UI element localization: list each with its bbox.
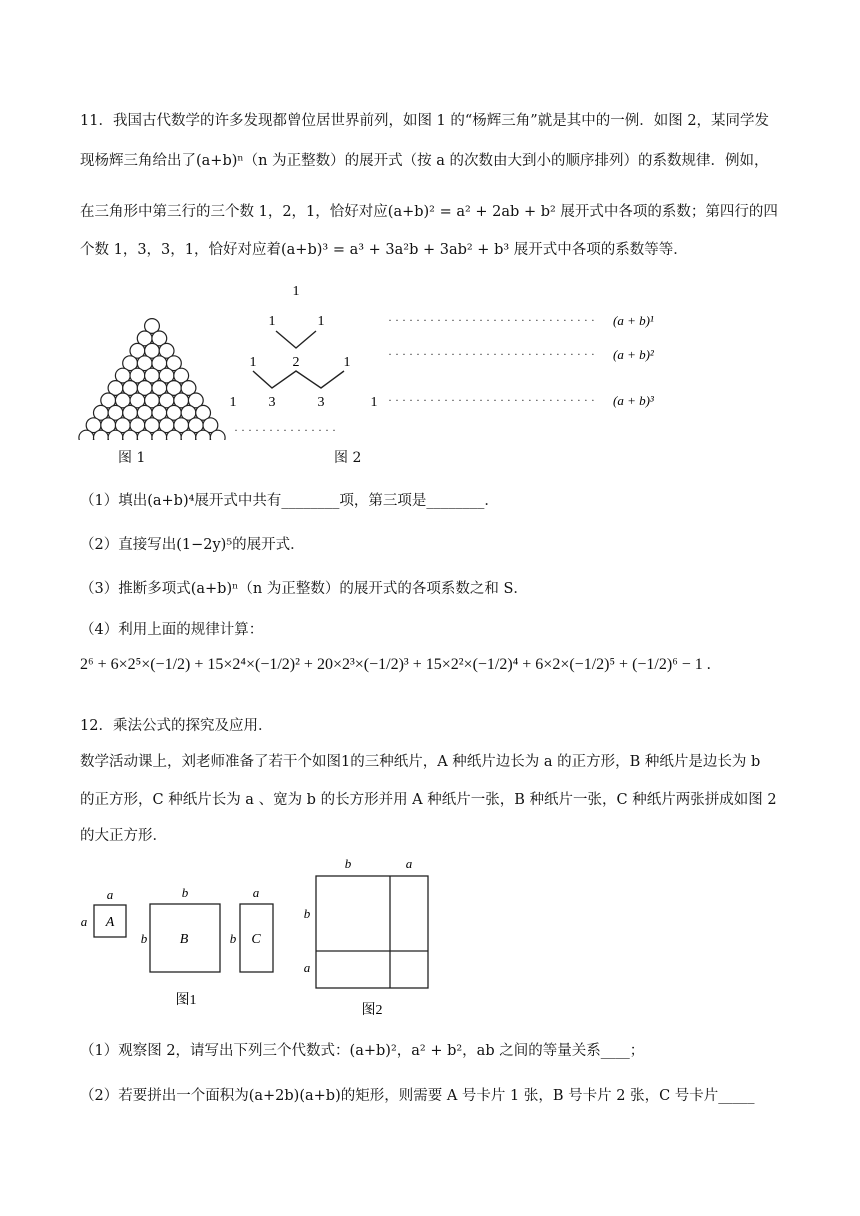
q11-formula: 2⁶ + 6×2⁵×(−1/2) + 15×2⁴×(−1/2)² + 20×2³×(−1/2)³ + 15×2²×(−1/2)⁴ + 6×2×(−1/2)⁵ + (−1/2)⁶ − 1 . (80, 656, 711, 673)
card-a-label: A (105, 915, 115, 930)
q12-line-3: 的正方形，C 种纸片长为 a 、宽为 b 的长方形并用 A 种纸片一张，B 种纸片一张，C 种纸片两张拼成如图 2 (80, 792, 777, 808)
fig2-row1-2: 1 (317, 314, 325, 329)
triangle-circle (79, 430, 94, 440)
fig2-top-b: b (344, 856, 352, 871)
triangle-circle (196, 430, 211, 440)
fig2-bottom-dots: · · · · · · · · · · · · · · · (234, 423, 336, 437)
q11-line-2: 现杨辉三角给出了(a+b)ⁿ（n 为正整数）的展开式（按 a 的次数由大到小的顺序排列）的系数规律．例如， (80, 153, 769, 169)
q11-line-3: 在三角形中第三行的三个数 1，2，1，恰好对应(a+b)² = a² + 2ab + b² 展开式中各项的系数；第四行的四 (80, 204, 778, 220)
fig2-dots-2: · · · · · · · · · · · · · · · · · · · · · · · · · · · · · · (388, 347, 595, 361)
card-b-left-label: b (140, 931, 148, 946)
q12-fig2-caption: 图2 (361, 1003, 383, 1018)
fig2-dots-3: · · · · · · · · · · · · · · · · · · · · · · · · · · · · · · (388, 393, 595, 407)
triangle-circle (94, 430, 109, 440)
yanghui-number-triangle (226, 278, 676, 443)
q11-line-1: 11．我国古代数学的许多发现都曾位居世界前列，如图 1 的“杨辉三角”就是其中的一例．如图 2，某同学发 (80, 113, 770, 129)
q12-fig1-caption: 图1 (175, 993, 197, 1008)
fig2-exp-2: (a + b)² (613, 347, 654, 362)
fig2-left-b: b (303, 906, 311, 921)
triangle-circle (167, 430, 182, 440)
yanghui-circle-triangle (74, 316, 234, 440)
q11-part2: （2）直接写出(1−2y)⁵的展开式． (80, 537, 305, 553)
fig2-top-a: a (405, 856, 413, 871)
fig2-row2-3: 1 (343, 355, 351, 370)
q11-part1: （1）填出(a+b)⁴展开式中共有________项，第三项是________． (80, 493, 499, 509)
triangle-circle (181, 430, 196, 440)
q12-fig1-cards (74, 880, 284, 1020)
fig2-row3-1: 1 (229, 395, 237, 410)
triangle-circle (210, 430, 225, 440)
fig2-row2-1: 1 (249, 355, 257, 370)
q12-fig2-square (296, 852, 446, 1027)
q11-line-4: 个数 1，3，3，1，恰好对应着(a+b)³ = a³ + 3a²b + 3ab² + b³ 展开式中各项的系数等等． (80, 242, 688, 258)
triangle-circle (137, 430, 152, 440)
fig2-row1-1: 1 (268, 314, 276, 329)
q12-part1: （1）观察图 2，请写出下列三个代数式：(a+b)²，a² + b²，ab 之间的等量关系____； (80, 1043, 645, 1059)
fig2-exp-1: (a + b)¹ (613, 313, 654, 328)
triangle-circle (152, 430, 167, 440)
fig2-connector-v1 (276, 331, 316, 348)
big-square (316, 876, 428, 988)
fig2-row2-2: 2 (292, 355, 300, 370)
q11-part4: （4）利用上面的规律计算： (80, 622, 264, 638)
fig2-dots-1: · · · · · · · · · · · · · · · · · · · · · · · · · · · · · · (388, 313, 595, 327)
q12-part2: （2）若要拼出一个面积为(a+2b)(a+b)的矩形，则需要 A 号卡片 1 张，B 号卡片 2 张，C 号卡片_____ (80, 1088, 755, 1104)
card-b-label: B (179, 932, 189, 947)
q12-line-1: 12．乘法公式的探究及应用． (80, 718, 273, 734)
card-c-label: C (251, 932, 261, 947)
fig2-row0-1: 1 (292, 284, 300, 299)
q11-fig2-caption: 图 2 (334, 450, 362, 466)
triangle-circle (123, 430, 138, 440)
fig2-row3-2: 3 (268, 395, 276, 410)
card-b-top-label: b (181, 885, 189, 900)
q12-line-2: 数学活动课上，刘老师准备了若干个如图1的三种纸片，A 种纸片边长为 a 的正方形，B 种纸片是边长为 b (80, 754, 761, 770)
q11-fig1-caption: 图 1 (118, 450, 146, 466)
fig2-exp-3: (a + b)³ (613, 393, 654, 408)
fig2-row3-4: 1 (370, 395, 378, 410)
card-c-top-label: a (252, 885, 260, 900)
card-a-left-label: a (80, 914, 88, 929)
fig2-connector-v2 (253, 371, 344, 388)
q11-part3: （3）推断多项式(a+b)ⁿ（n 为正整数）的展开式的各项系数之和 S． (80, 581, 528, 597)
triangle-circle (108, 430, 123, 440)
card-a-top-label: a (106, 887, 114, 902)
fig2-row3-3: 3 (317, 395, 325, 410)
card-c-left-label: b (229, 931, 237, 946)
fig2-left-a: a (303, 960, 311, 975)
q12-line-4: 的大正方形． (80, 828, 167, 844)
